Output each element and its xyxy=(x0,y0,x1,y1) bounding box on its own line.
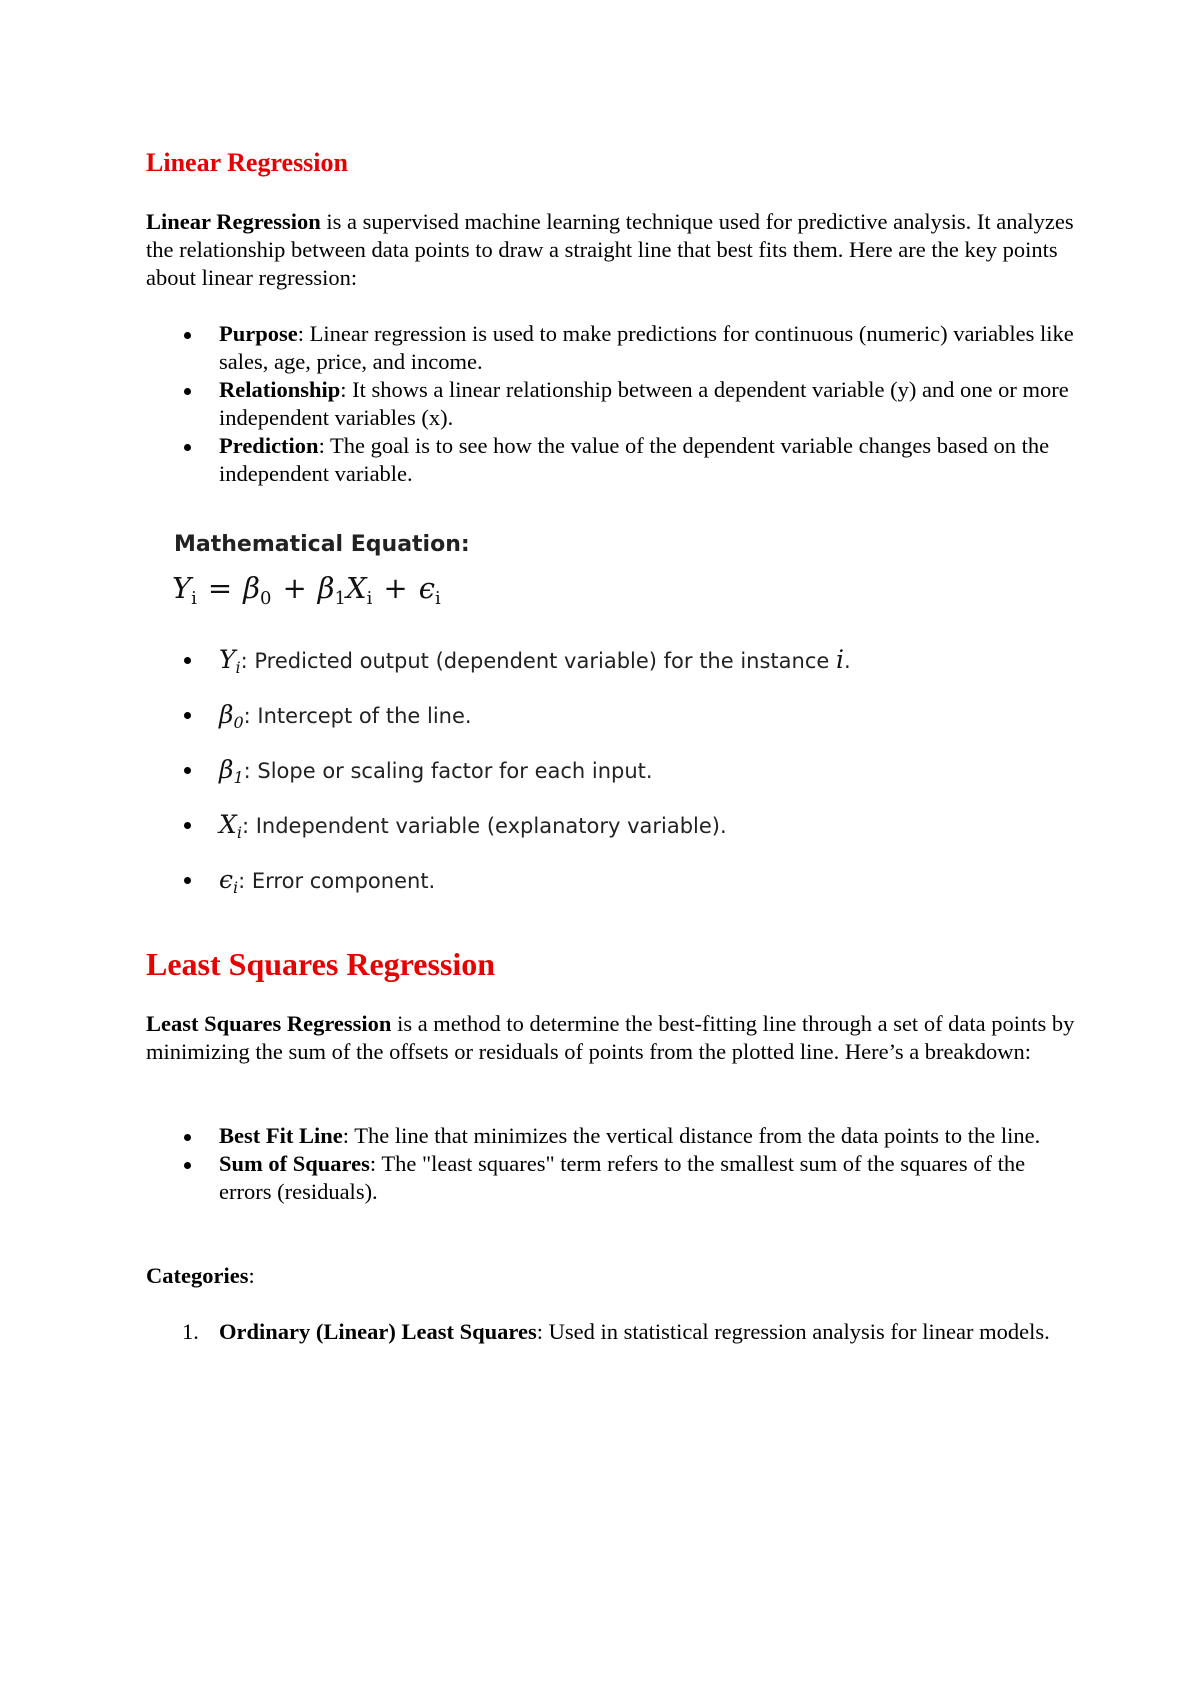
bullet-icon xyxy=(184,444,191,451)
bullet-icon xyxy=(184,767,191,774)
symbol-sub: 0 xyxy=(233,713,244,732)
bullet-text: : The goal is to see how the value of the dependent variable changes based on the independent variable. xyxy=(219,433,1050,486)
regression-equation xyxy=(172,568,441,619)
intro-bold-term: Least Squares Regression xyxy=(146,1011,392,1036)
term-symbol xyxy=(219,810,242,842)
eq-beta: β xyxy=(243,571,260,605)
list-item xyxy=(146,1318,1076,1346)
bullet-term: Purpose xyxy=(219,321,298,346)
eq-sub: i xyxy=(366,588,373,609)
least-squares-heading: Least Squares Regression xyxy=(146,946,496,982)
list-item xyxy=(146,1122,1076,1150)
list-item xyxy=(146,1150,1076,1206)
symbol-sub: i xyxy=(235,658,241,677)
categories-list xyxy=(146,1318,1076,1346)
bullet-term: Relationship xyxy=(219,377,341,402)
equation-terms-list xyxy=(146,642,1076,917)
symbol-sub: i xyxy=(233,878,239,897)
bullet-text: : The line that minimizes the vertical distance from the data points to the line. xyxy=(342,1123,1041,1148)
list-number: 1. xyxy=(182,1319,199,1344)
eq-beta: β xyxy=(317,571,335,605)
eq-sub: 0 xyxy=(260,588,272,609)
eq-sub: 1 xyxy=(334,588,346,609)
eq-equals: = xyxy=(207,571,233,605)
bullet-icon xyxy=(184,1134,191,1141)
symbol-sub: i xyxy=(236,823,242,842)
bullet-icon xyxy=(184,388,191,395)
bullet-text: : The "least squares" term refers to the smallest sum of the squares of the errors (residuals). xyxy=(219,1151,1026,1204)
least-squares-intro xyxy=(146,1010,1076,1066)
term-text: : Predicted output (dependent variable) for the instance xyxy=(240,649,836,673)
linear-regression-intro xyxy=(146,208,1076,292)
bullet-text: : Linear regression is used to make predictions for continuous (numeric) variables like sales, age, price, and income. xyxy=(219,321,1074,374)
symbol: β xyxy=(219,755,234,784)
list-item xyxy=(146,320,1076,376)
eq-plus: + xyxy=(282,571,307,605)
term-symbol xyxy=(219,755,244,787)
linear-regression-heading: Linear Regression xyxy=(146,148,348,177)
term-symbol xyxy=(219,865,239,897)
equation-title: Mathematical Equation: xyxy=(174,532,470,557)
list-item xyxy=(146,752,1076,807)
list-item xyxy=(146,432,1076,488)
categories-label xyxy=(146,1262,1076,1290)
intro-text: is a method to determine the best-fitting line through a set of data points by minimizing the sum of the offsets or residuals of points from the plotted line. Here’s a breakdown: xyxy=(146,1011,1075,1064)
category-text: : Used in statistical regression analysis for linear models. xyxy=(536,1319,1050,1344)
intro-text: is a supervised machine learning technique used for predictive analysis. It analyzes the relationship between data points to draw a straight line that best fits them. Here are the key points about linear regression: xyxy=(146,209,1074,290)
bullet-term: Prediction xyxy=(219,433,319,458)
eq-epsilon: ϵ xyxy=(418,571,435,605)
categories-label-text: Categories xyxy=(146,1263,249,1288)
bullet-icon xyxy=(184,822,191,829)
list-item xyxy=(146,697,1076,752)
linear-key-points xyxy=(146,320,1076,488)
least-squares-points xyxy=(146,1122,1076,1206)
list-item xyxy=(146,376,1076,432)
bullet-icon xyxy=(184,332,191,339)
symbol: Y xyxy=(219,645,236,674)
term-tail: . xyxy=(843,649,851,673)
bullet-term: Sum of Squares xyxy=(219,1151,370,1176)
list-item xyxy=(146,862,1076,917)
eq-x: X xyxy=(345,571,367,605)
term-tail-symbol: i xyxy=(835,645,844,674)
symbol: X xyxy=(219,810,237,839)
category-term: Ordinary (Linear) Least Squares xyxy=(219,1319,537,1344)
term-symbol xyxy=(219,700,244,732)
symbol-sub: 1 xyxy=(233,768,244,787)
eq-sub: i xyxy=(191,588,197,609)
list-item xyxy=(146,642,1076,697)
term-text: : Intercept of the line. xyxy=(243,704,472,728)
list-item xyxy=(146,807,1076,862)
eq-plus: + xyxy=(383,571,408,605)
bullet-icon xyxy=(184,877,191,884)
term-text: : Slope or scaling factor for each input. xyxy=(243,759,653,783)
bullet-text: : It shows a linear relationship between a dependent variable (y) and one or more independent variables (x). xyxy=(219,377,1069,430)
categories-colon: : xyxy=(248,1263,255,1288)
eq-y: Y xyxy=(172,571,192,605)
intro-bold-term: Linear Regression xyxy=(146,209,321,234)
eq-sub: i xyxy=(434,588,441,609)
term-symbol xyxy=(219,645,241,677)
term-text: : Error component. xyxy=(238,869,436,893)
bullet-icon xyxy=(184,657,191,664)
symbol: β xyxy=(219,700,234,729)
term-text: : Independent variable (explanatory variable). xyxy=(241,814,727,838)
bullet-icon xyxy=(184,1162,191,1169)
bullet-icon xyxy=(184,712,191,719)
symbol: ϵ xyxy=(219,865,234,894)
bullet-term: Best Fit Line xyxy=(219,1123,343,1148)
